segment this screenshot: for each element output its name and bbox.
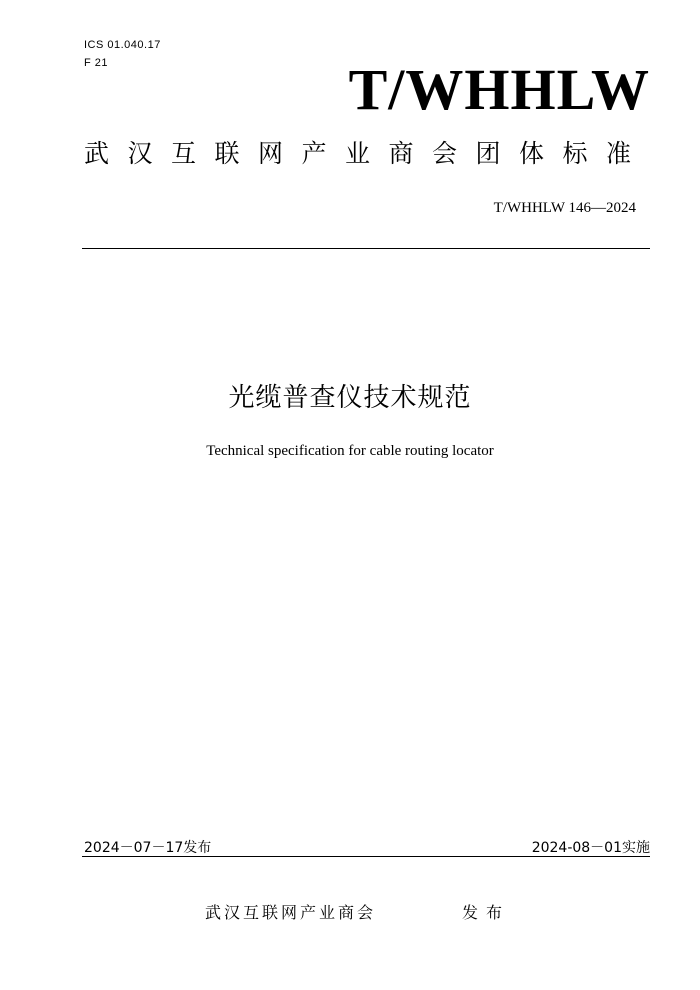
document-title-en: Technical specification for cable routing locator xyxy=(206,443,494,459)
ccs-code: F 21 xyxy=(84,57,109,69)
publisher-name: 武汉互联网产业商会 xyxy=(205,903,377,922)
ics-code: ICS 01.040.17 xyxy=(84,39,161,51)
organization-title: 武汉互联网产业商会团体标准 xyxy=(84,139,650,168)
standard-logo: T/WHHLW xyxy=(348,57,650,122)
document-title-cn: 光缆普查仪技术规范 xyxy=(228,383,472,413)
publish-label: 发布 xyxy=(462,903,511,922)
header-divider xyxy=(82,248,650,249)
footer-divider xyxy=(82,856,650,857)
effective-date: 2024-08－01实施 xyxy=(531,840,650,856)
publish-date: 2024－07－17发布 xyxy=(84,840,212,856)
standard-number: T/WHHLW 146—2024 xyxy=(493,200,636,216)
classification-codes xyxy=(84,36,161,72)
